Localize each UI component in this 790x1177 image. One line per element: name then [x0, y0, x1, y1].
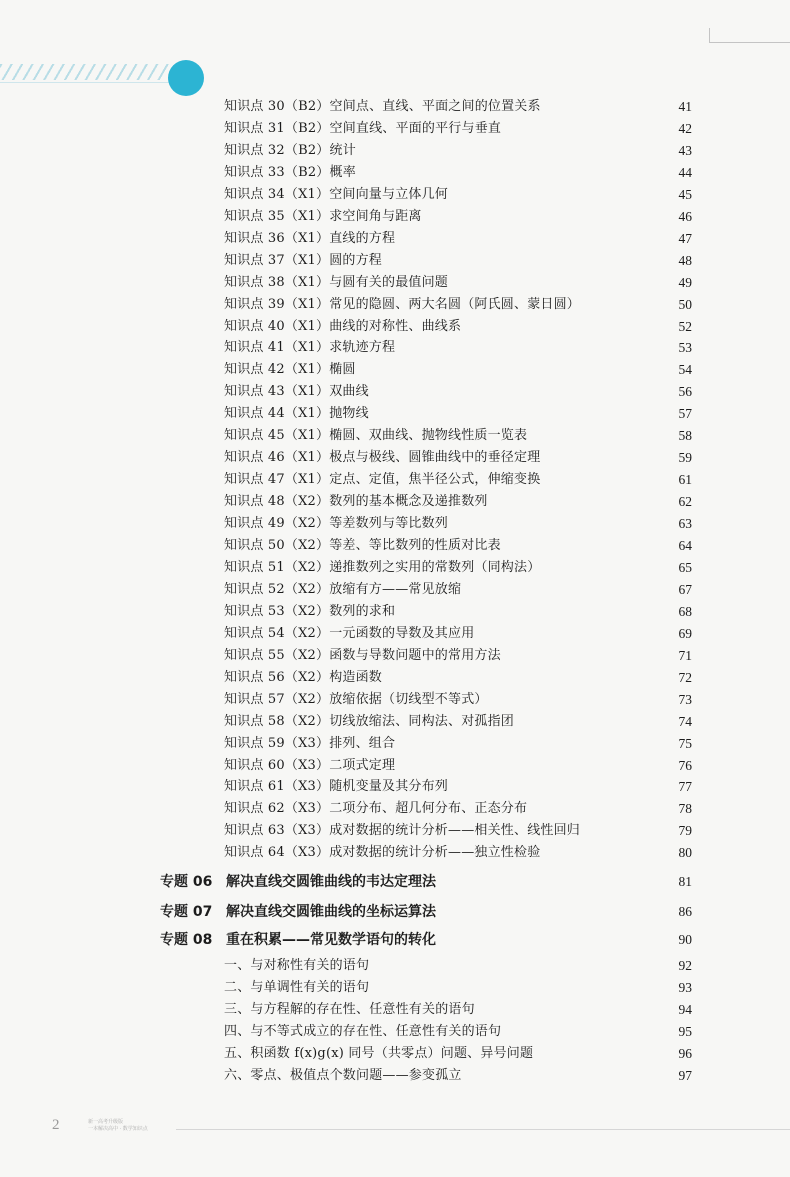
toc-entry-title: 知识点 31（B2）空间直线、平面的平行与垂直 — [224, 120, 502, 136]
toc-entry-page: 68 — [678, 603, 692, 619]
toc-entry-title: 知识点 41（X1）求轨迹方程 — [224, 340, 396, 356]
toc-entry-title: 知识点 48（X2）数列的基本概念及递推数列 — [224, 494, 488, 510]
toc-entry-title: 知识点 54（X2）一元函数的导数及其应用 — [224, 625, 475, 641]
toc-entry-title: 知识点 52（X2）放缩有方——常见放缩 — [224, 581, 462, 597]
toc-entry-title: 知识点 39（X1）常见的隐圆、两大名圆（阿氏圆、蒙日圆） — [224, 296, 581, 312]
toc-entry-title: 知识点 55（X2）函数与导数问题中的常用方法 — [224, 647, 501, 663]
toc-sub-entry[interactable] — [224, 1065, 692, 1087]
toc-entry[interactable] — [224, 228, 692, 250]
toc-entry-page: 67 — [678, 581, 692, 597]
toc-entry[interactable] — [224, 447, 692, 469]
toc-entry-title: 知识点 38（X1）与圆有关的最值问题 — [224, 274, 449, 290]
toc-entry-page: 74 — [678, 713, 692, 729]
toc-entry-page: 48 — [678, 252, 692, 268]
toc-entry[interactable] — [224, 294, 692, 316]
toc-entry[interactable] — [224, 403, 692, 425]
toc-entry-page: 71 — [678, 647, 692, 663]
toc-entry[interactable] — [224, 491, 692, 513]
toc-entry-page: 73 — [678, 691, 692, 707]
toc-sub-entry[interactable] — [224, 999, 692, 1021]
topic-label: 专题 07 — [160, 904, 213, 920]
toc-entry-page: 53 — [678, 340, 692, 356]
toc-entry[interactable] — [224, 557, 692, 579]
toc-entry-page: 72 — [678, 669, 692, 685]
toc-entry[interactable] — [224, 733, 692, 755]
toc-entry-page: 61 — [678, 472, 692, 488]
toc-entry[interactable] — [224, 535, 692, 557]
toc-entry[interactable] — [224, 579, 692, 601]
toc-entry-page: 52 — [678, 318, 692, 334]
toc-entry-page: 62 — [678, 494, 692, 510]
toc-entry-title: 知识点 53（X2）数列的求和 — [224, 603, 396, 619]
toc-sub-entry-page: 97 — [678, 1068, 692, 1083]
toc-entry[interactable] — [224, 601, 692, 623]
toc-entry-title: 知识点 43（X1）双曲线 — [224, 384, 369, 400]
toc-entry-page: 44 — [678, 164, 692, 180]
toc-entry-page: 46 — [678, 208, 692, 224]
toc-entry-page: 58 — [678, 428, 692, 444]
toc-entry-page: 79 — [678, 823, 692, 839]
toc-entry[interactable] — [224, 798, 692, 820]
toc-sub-entry-page: 93 — [678, 980, 692, 995]
toc-entry-page: 69 — [678, 625, 692, 641]
toc-entry-title: 知识点 37（X1）圆的方程 — [224, 252, 383, 268]
toc-sub-entry-title: 一、与对称性有关的语句 — [224, 958, 370, 973]
toc-entry[interactable] — [224, 118, 692, 140]
topic-label: 专题 06 — [160, 874, 213, 890]
toc-entry[interactable] — [224, 711, 692, 733]
toc-entry-title: 知识点 49（X2）等差数列与等比数列 — [224, 516, 449, 532]
toc-sub-entry-page: 94 — [678, 1002, 692, 1017]
toc-sub-entry-page: 96 — [678, 1046, 692, 1061]
header-stripes-decoration — [0, 64, 170, 80]
topic-page: 86 — [678, 904, 692, 919]
toc-entry[interactable] — [224, 513, 692, 535]
toc-entry-title: 知识点 62（X3）二项分布、超几何分布、正态分布 — [224, 801, 528, 817]
toc-sub-entry-title: 二、与单调性有关的语句 — [224, 980, 370, 995]
toc-entry-page: 78 — [678, 801, 692, 817]
toc-entry[interactable] — [224, 623, 692, 645]
toc-entry-title: 知识点 60（X3）二项式定理 — [224, 757, 396, 773]
header-corner-decoration — [709, 28, 790, 43]
toc-entry-page: 77 — [678, 779, 692, 795]
toc-entry-title: 知识点 34（X1）空间向量与立体几何 — [224, 186, 449, 202]
toc-entry-page: 54 — [678, 362, 692, 378]
footer-divider — [176, 1129, 790, 1130]
toc-entry[interactable] — [224, 272, 692, 294]
footer-page-number: 2 — [52, 1117, 60, 1133]
toc-entry-title: 知识点 51（X2）递推数列之实用的常数列（同构法） — [224, 559, 541, 575]
footer-book-title: 新一高考升级版 — [88, 1119, 124, 1125]
toc-entry-page: 41 — [678, 99, 692, 114]
toc-entry-title: 知识点 57（X2）放缩依据（切线型不等式） — [224, 691, 488, 707]
toc-entry-title: 知识点 35（X1）求空间角与距离 — [224, 208, 422, 224]
toc-entry-title: 知识点 63（X3）成对数据的统计分析——相关性、线性回归 — [224, 823, 581, 839]
toc-entry[interactable] — [224, 776, 692, 798]
toc-sub-entry-title: 五、积函数 f(x)g(x) 同号（共零点）问题、异号问题 — [224, 1046, 534, 1061]
toc-entry-page: 42 — [678, 120, 692, 136]
toc-entry[interactable] — [224, 667, 692, 689]
toc-entry[interactable] — [224, 206, 692, 228]
topic-title: 解决直线交圆锥曲线的坐标运算法 — [226, 904, 436, 920]
toc-entry[interactable] — [224, 820, 692, 842]
toc-entry-page: 47 — [678, 230, 692, 246]
toc-entry-page: 65 — [678, 559, 692, 575]
toc-entry[interactable] — [224, 381, 692, 403]
toc-sub-entry-page: 95 — [678, 1024, 692, 1039]
toc-entry-page: 49 — [678, 274, 692, 290]
toc-entry-title: 知识点 50（X2）等差、等比数列的性质对比表 — [224, 538, 501, 553]
toc-entry-page: 59 — [678, 450, 692, 466]
toc-entry[interactable] — [224, 184, 692, 206]
topic-label: 专题 08 — [160, 932, 213, 948]
toc-entry[interactable] — [224, 337, 692, 359]
toc-entry-title: 知识点 45（X1）椭圆、双曲线、抛物线性质一览表 — [224, 428, 528, 444]
topic-heading[interactable] — [160, 927, 692, 953]
toc-entry-title: 知识点 44（X1）抛物线 — [224, 406, 369, 422]
toc-entry[interactable] — [224, 250, 692, 272]
toc-entry[interactable] — [224, 469, 692, 491]
toc-entry-title: 知识点 64（X3）成对数据的统计分析——独立性检验 — [224, 845, 541, 861]
toc-entry-page: 80 — [678, 845, 692, 861]
header-circle-decoration — [168, 60, 204, 96]
toc-entry-title: 知识点 33（B2）概率 — [224, 164, 356, 180]
topic-title: 重在积累——常见数学语句的转化 — [226, 932, 436, 948]
topic-title: 解决直线交圆锥曲线的韦达定理法 — [226, 874, 436, 890]
toc-entry[interactable] — [224, 359, 692, 381]
toc-entry-page: 75 — [678, 735, 692, 751]
toc-sub-entry[interactable] — [224, 1043, 692, 1065]
toc-entry-page: 64 — [678, 538, 692, 553]
toc-entry-title: 知识点 47（X1）定点、定值，焦半径公式，伸缩变换 — [224, 472, 541, 488]
toc-entry-page: 76 — [678, 757, 692, 773]
toc-sub-entry-title: 三、与方程解的存在性、任意性有关的语句 — [224, 1002, 475, 1017]
toc-entry-page: 57 — [678, 406, 692, 422]
toc-entry-title: 知识点 56（X2）构造函数 — [224, 669, 383, 685]
toc-entry[interactable] — [224, 316, 692, 338]
toc-entry[interactable] — [224, 162, 692, 184]
toc-sub-entry[interactable] — [224, 955, 692, 977]
toc-entry[interactable] — [224, 842, 692, 864]
topic-heading[interactable] — [160, 869, 692, 895]
toc-entry-page: 56 — [678, 384, 692, 400]
toc-entry[interactable] — [224, 755, 692, 777]
toc-entry[interactable] — [224, 645, 692, 667]
toc-entry-title: 知识点 58（X2）切线放缩法、同构法、对孤指团 — [224, 713, 515, 729]
toc-entry-title: 知识点 32（B2）统计 — [224, 142, 356, 158]
toc-sub-entry-title: 六、零点、极值点个数问题——参变孤立 — [224, 1068, 462, 1083]
toc-entry-title: 知识点 40（X1）曲线的对称性、曲线系 — [224, 318, 462, 334]
footer-book-subtitle: 一本解决高中 · 数学知识点 — [88, 1126, 148, 1132]
toc-entry-page: 50 — [678, 296, 692, 312]
toc-entry[interactable] — [224, 96, 692, 118]
toc-entry-page: 43 — [678, 142, 692, 158]
toc-entry[interactable] — [224, 425, 692, 447]
toc-entry[interactable] — [224, 140, 692, 162]
toc-sub-entry[interactable] — [224, 977, 692, 999]
topic-heading[interactable] — [160, 899, 692, 925]
toc-entry-title: 知识点 46（X1）极点与极线、圆锥曲线中的垂径定理 — [224, 450, 541, 466]
topic-page: 81 — [678, 874, 692, 889]
toc-entry-title: 知识点 61（X3）随机变量及其分布列 — [224, 779, 449, 795]
toc-entry-page: 63 — [678, 516, 692, 532]
toc-sub-entry[interactable] — [224, 1021, 692, 1043]
toc-sub-entry-page: 92 — [678, 958, 692, 973]
toc-entry-title: 知识点 30（B2）空间点、直线、平面之间的位置关系 — [224, 99, 541, 114]
toc-entry-page: 45 — [678, 186, 692, 202]
toc-entry-title: 知识点 36（X1）直线的方程 — [224, 230, 396, 246]
toc-entry[interactable] — [224, 689, 692, 711]
toc-entry-title: 知识点 42（X1）椭圆 — [224, 362, 356, 378]
topic-page: 90 — [678, 932, 692, 947]
toc-entry-title: 知识点 59（X3）排列、组合 — [224, 735, 396, 751]
toc-sub-entry-title: 四、与不等式成立的存在性、任意性有关的语句 — [224, 1024, 502, 1039]
